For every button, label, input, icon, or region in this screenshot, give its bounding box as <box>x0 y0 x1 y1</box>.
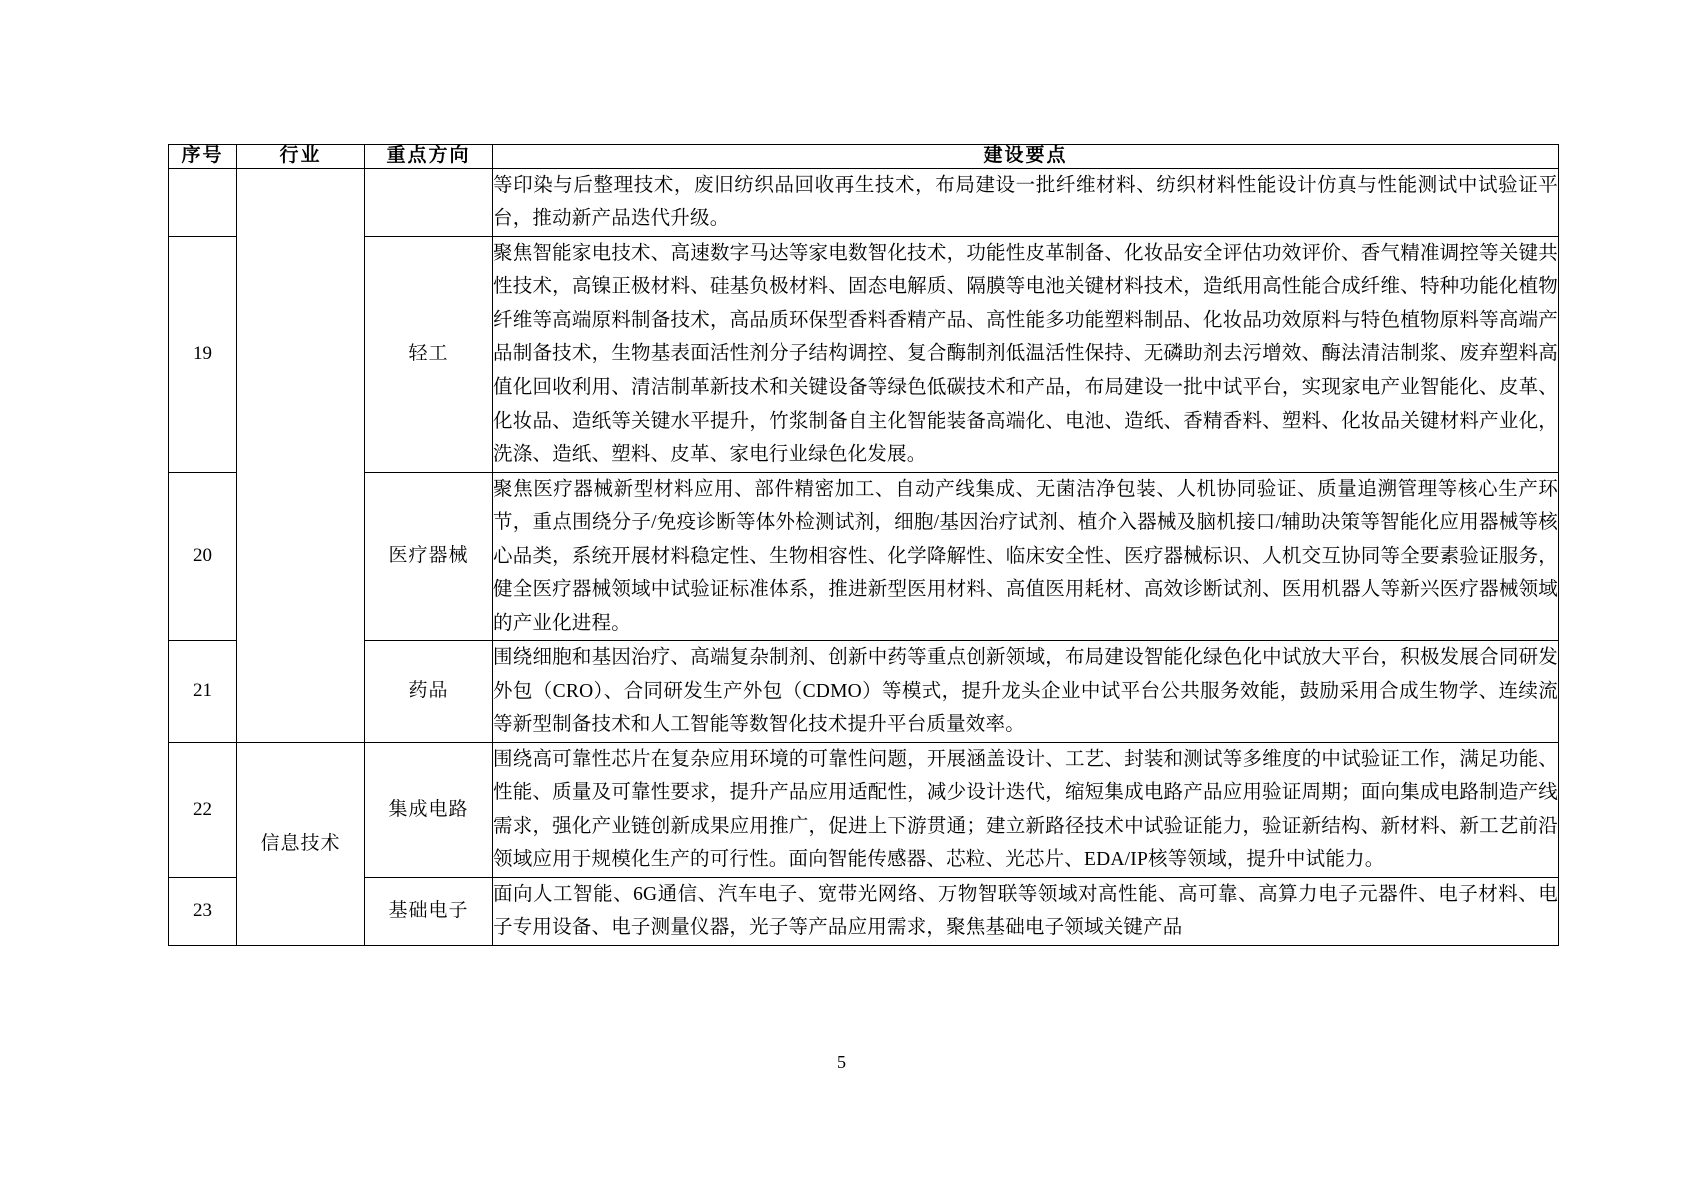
row-points: 聚焦医疗器械新型材料应用、部件精密加工、自动产线集成、无菌洁净包装、人机协同验证、质量追溯管理等核心生产环节，重点围绕分子/免疫诊断等体外检测试剂，细胞/基因治疗试剂、植介入器械及脑机接口/辅助决策等智能化应用器械等核心品类，系统开展材料稳定性、生物相容性、化学降解性、临床安全性、医疗器械标识、人机交互协同等全要素验证服务，健全医疗器械领域中试验证标准体系，推进新型医用材料、高值医用耗材、高效诊断试剂、医用机器人等新兴医疗器械领域的产业化进程。 <box>493 472 1559 641</box>
row-no: 19 <box>169 236 237 472</box>
row-direction: 药品 <box>365 641 493 743</box>
row-industry-light <box>237 168 365 742</box>
column-header-direction: 重点方向 <box>365 145 493 169</box>
row-points: 围绕高可靠性芯片在复杂应用环境的可靠性问题，开展涵盖设计、工艺、封装和测试等多维度的中试验证工作，满足功能、性能、质量及可靠性要求，提升产品应用适配性，减少设计迭代，缩短集成电路产品应用验证周期；面向集成电路制造产线需求，强化产业链创新成果应用推广，促进上下游贯通；建立新路径技术中试验证能力，验证新结构、新材料、新工艺前沿领域应用于规模化生产的可行性。面向智能传感器、芯粒、光芯片、EDA/IP核等领域，提升中试能力。 <box>493 742 1559 877</box>
table-header-row <box>169 145 1559 169</box>
column-header-industry: 行业 <box>237 145 365 169</box>
table-row <box>169 236 1559 472</box>
row-no: 22 <box>169 742 237 877</box>
table-row <box>169 168 1559 236</box>
column-header-no: 序号 <box>169 145 237 169</box>
row-points: 围绕细胞和基因治疗、高端复杂制剂、创新中药等重点创新领域，布局建设智能化绿色化中试放大平台，积极发展合同研发外包（CRO）、合同研发生产外包（CDMO）等模式，提升龙头企业中试平台公共服务效能，鼓励采用合成生物学、连续流等新型制备技术和人工智能等数智化技术提升平台质量效率。 <box>493 641 1559 743</box>
row-no: 23 <box>169 877 237 945</box>
row-industry-it: 信息技术 <box>237 742 365 945</box>
row-direction <box>365 168 493 236</box>
table-row <box>169 472 1559 641</box>
page-number: 5 <box>837 1052 846 1072</box>
row-direction: 轻工 <box>365 236 493 472</box>
row-direction: 集成电路 <box>365 742 493 877</box>
table-row <box>169 877 1559 945</box>
table-row <box>169 742 1559 877</box>
row-direction: 医疗器械 <box>365 472 493 641</box>
row-no: 20 <box>169 472 237 641</box>
row-points: 面向人工智能、6G通信、汽车电子、宽带光网络、万物智联等领域对高性能、高可靠、高算力电子元器件、电子材料、电子专用设备、电子测量仪器，光子等产品应用需求，聚焦基础电子领域关键产品 <box>493 877 1559 945</box>
row-direction: 基础电子 <box>365 877 493 945</box>
row-no <box>169 168 237 236</box>
column-header-points: 建设要点 <box>493 145 1559 169</box>
row-points: 聚焦智能家电技术、高速数字马达等家电数智化技术，功能性皮革制备、化妆品安全评估功效评价、香气精准调控等关键共性技术，高镍正极材料、硅基负极材料、固态电解质、隔膜等电池关键材料技术，造纸用高性能合成纤维、特种功能化植物纤维等高端原料制备技术，高品质环保型香料香精产品、高性能多功能塑料制品、化妆品功效原料与特色植物原料等高端产品制备技术，生物基表面活性剂分子结构调控、复合酶制剂低温活性保持、无磷助剂去污增效、酶法清洁制浆、废弃塑料高值化回收利用、清洁制革新技术和关键设备等绿色低碳技术和产品，布局建设一批中试平台，实现家电产业智能化、皮革、化妆品、造纸等关键水平提升，竹浆制备自主化智能装备高端化、电池、造纸、香精香料、塑料、化妆品关键材料产业化，洗涤、造纸、塑料、皮革、家电行业绿色化发展。 <box>493 236 1559 472</box>
construction-focus-table-wrapper <box>168 144 1558 946</box>
row-points: 等印染与后整理技术，废旧纺织品回收再生技术，布局建设一批纤维材料、纺织材料性能设计仿真与性能测试中试验证平台，推动新产品迭代升级。 <box>493 168 1559 236</box>
construction-focus-table <box>168 144 1559 946</box>
row-no: 21 <box>169 641 237 743</box>
table-row <box>169 641 1559 743</box>
